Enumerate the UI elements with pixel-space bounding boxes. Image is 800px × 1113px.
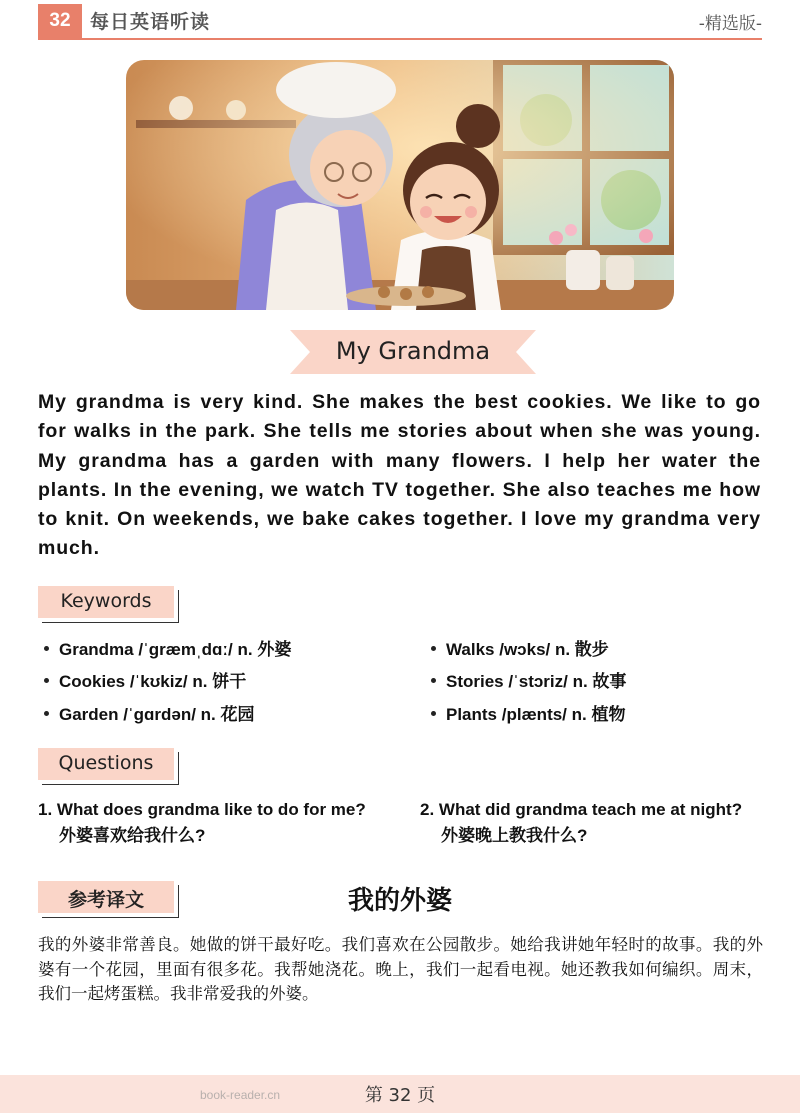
story-title: My Grandma bbox=[335, 337, 491, 365]
story-illustration bbox=[126, 60, 674, 310]
translation-title: 我的外婆 bbox=[347, 886, 452, 916]
footer bbox=[0, 1075, 800, 1113]
story-title-banner bbox=[290, 330, 536, 374]
questions-label bbox=[38, 748, 174, 782]
header-divider bbox=[38, 38, 762, 40]
question-item bbox=[420, 797, 742, 849]
page-number-badge bbox=[38, 4, 82, 38]
keyword-text: Plants /plænts/ n. 植物 bbox=[446, 705, 626, 724]
question-cn: 外婆晚上教我什么? bbox=[441, 826, 588, 845]
keyword-item bbox=[44, 700, 255, 725]
story-body: My grandma is very kind. She makes the best cookies. We like to go for walks in the park. She tells me stories about when she was young. My grandma has a garden with many flowers. I help her water the plants. In the evening, we watch TV together. She also teaches me how to knit. On weekends, we bake cakes together. I love my grandma very much. bbox=[38, 391, 761, 560]
translation-body: 我的外婆非常善良。她做的饼干最好吃。我们喜欢在公园散步。她给我讲她年轻时的故事。我的外婆有一个花园，里面有很多花。我帮她浇花。晚上，我们一起看电视。她还教我如何编织。周末，我们一起烤蛋糕。我非常爱我的外婆。 bbox=[38, 935, 763, 1003]
keyword-text: Garden /ˈɡɑrdən/ n. 花园 bbox=[59, 705, 255, 724]
translation-label bbox=[38, 881, 174, 915]
keyword-item bbox=[44, 635, 291, 660]
question-cn: 外婆喜欢给我什么? bbox=[59, 826, 206, 845]
keywords-label bbox=[38, 586, 174, 620]
keyword-text: Stories /ˈstɔriz/ n. 故事 bbox=[446, 672, 627, 691]
question-en: 2. What did grandma teach me at night? bbox=[420, 800, 743, 819]
footer-page-label: 第 32 页 bbox=[364, 1085, 436, 1106]
translation-label-text: 参考译文 bbox=[67, 889, 144, 911]
keywords-label-text: Keywords bbox=[60, 590, 152, 612]
keyword-text: Cookies /ˈkʊkiz/ n. 饼干 bbox=[59, 672, 247, 691]
keyword-item bbox=[431, 667, 626, 692]
keyword-text: Walks /wɔks/ n. 散步 bbox=[446, 640, 609, 659]
book-title: 每日英语听读 bbox=[90, 11, 211, 33]
page-number: 32 bbox=[49, 10, 71, 31]
questions-label-text: Questions bbox=[58, 752, 154, 774]
question-item bbox=[38, 797, 366, 849]
keyword-item bbox=[44, 667, 246, 692]
keyword-text: Grandma /ˈɡræmˌdɑː/ n. 外婆 bbox=[59, 640, 292, 659]
edition-label: -精选版- bbox=[698, 14, 762, 34]
question-en: 1. What does grandma like to do for me? bbox=[38, 800, 366, 819]
keyword-item bbox=[431, 700, 625, 725]
watermark: book-reader.cn bbox=[200, 1088, 281, 1102]
keyword-item bbox=[431, 635, 609, 660]
